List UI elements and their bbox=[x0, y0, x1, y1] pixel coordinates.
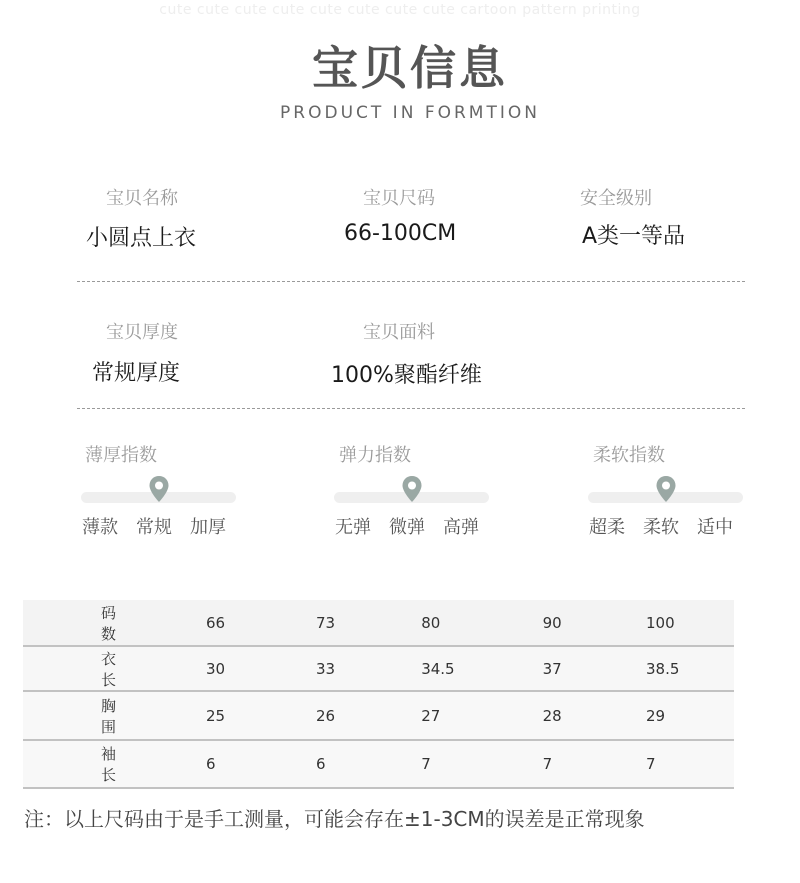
row-header-cell: 袖长 bbox=[101, 745, 117, 784]
table-cell: 38.5 bbox=[645, 659, 680, 678]
table-row bbox=[23, 740, 734, 788]
thickness-value: 常规厚度 bbox=[92, 361, 181, 386]
name-label: 宝贝名称 bbox=[106, 188, 178, 209]
watermark-text: cute cute cute cute cute cute cute cute cartoon pattern printing bbox=[159, 2, 641, 18]
divider-2 bbox=[77, 408, 745, 409]
table-cell: 66 bbox=[206, 613, 226, 632]
table-cell: 33 bbox=[316, 659, 336, 678]
row-header-cell: 胸围 bbox=[101, 696, 117, 736]
index-option: 常规 bbox=[136, 517, 172, 538]
table-cell: 6 bbox=[316, 755, 326, 773]
row-header-cell: 衣长 bbox=[101, 649, 117, 689]
divider-1 bbox=[77, 281, 745, 282]
safety-value: A类一等品 bbox=[582, 224, 686, 249]
page-subtitle: PRODUCT IN FORMTION bbox=[280, 103, 540, 123]
index-label: 薄厚指数 bbox=[85, 445, 157, 466]
index-option: 微弹 bbox=[389, 517, 425, 538]
index-option: 超柔 bbox=[589, 517, 625, 538]
safety-label: 安全级别 bbox=[580, 188, 652, 209]
table-cell: 29 bbox=[645, 706, 666, 725]
table-cell: 28 bbox=[542, 706, 562, 725]
fabric-label: 宝贝面料 bbox=[363, 322, 435, 343]
fabric-value: 100%聚酯纤维 bbox=[331, 363, 482, 388]
measurement-note: 注：以上尺码由于是手工测量，可能会存在±1-3CM的误差是正常现象 bbox=[24, 807, 645, 831]
index-label: 弹力指数 bbox=[339, 445, 411, 466]
location-pin-icon bbox=[148, 475, 170, 503]
table-cell: 80 bbox=[421, 613, 441, 632]
table-cell: 25 bbox=[206, 706, 226, 725]
table-row bbox=[23, 691, 734, 740]
size-value: 66-100CM bbox=[344, 221, 457, 246]
table-cell: 30 bbox=[206, 659, 226, 678]
index-option: 薄款 bbox=[82, 517, 118, 538]
index-option: 适中 bbox=[697, 517, 733, 538]
table-cell: 7 bbox=[542, 755, 553, 773]
table-cell: 6 bbox=[206, 755, 216, 773]
table-cell: 37 bbox=[542, 659, 562, 678]
index-option: 加厚 bbox=[190, 517, 226, 538]
location-pin-icon bbox=[401, 475, 423, 503]
index-option: 柔软 bbox=[643, 517, 679, 538]
row-header-cell: 码数 bbox=[101, 603, 117, 643]
size-label: 宝贝尺码 bbox=[363, 188, 435, 209]
table-row bbox=[23, 646, 734, 691]
table-cell: 26 bbox=[316, 706, 336, 725]
table-cell: 73 bbox=[316, 613, 336, 632]
page-title: 宝贝信息 bbox=[312, 41, 508, 95]
index-option: 高弹 bbox=[443, 517, 479, 538]
table-row bbox=[23, 600, 734, 646]
table-cell: 27 bbox=[421, 706, 441, 725]
name-value: 小圆点上衣 bbox=[86, 226, 197, 251]
table-cell: 7 bbox=[421, 755, 431, 773]
table-cell: 90 bbox=[542, 613, 562, 632]
table-cell: 7 bbox=[645, 755, 656, 773]
thickness-label: 宝贝厚度 bbox=[106, 322, 178, 343]
index-option: 无弹 bbox=[335, 517, 371, 538]
size-table bbox=[23, 600, 734, 789]
location-pin-icon bbox=[655, 475, 677, 503]
index-label: 柔软指数 bbox=[593, 445, 665, 466]
table-cell: 100 bbox=[645, 613, 675, 632]
table-cell: 34.5 bbox=[421, 659, 455, 678]
